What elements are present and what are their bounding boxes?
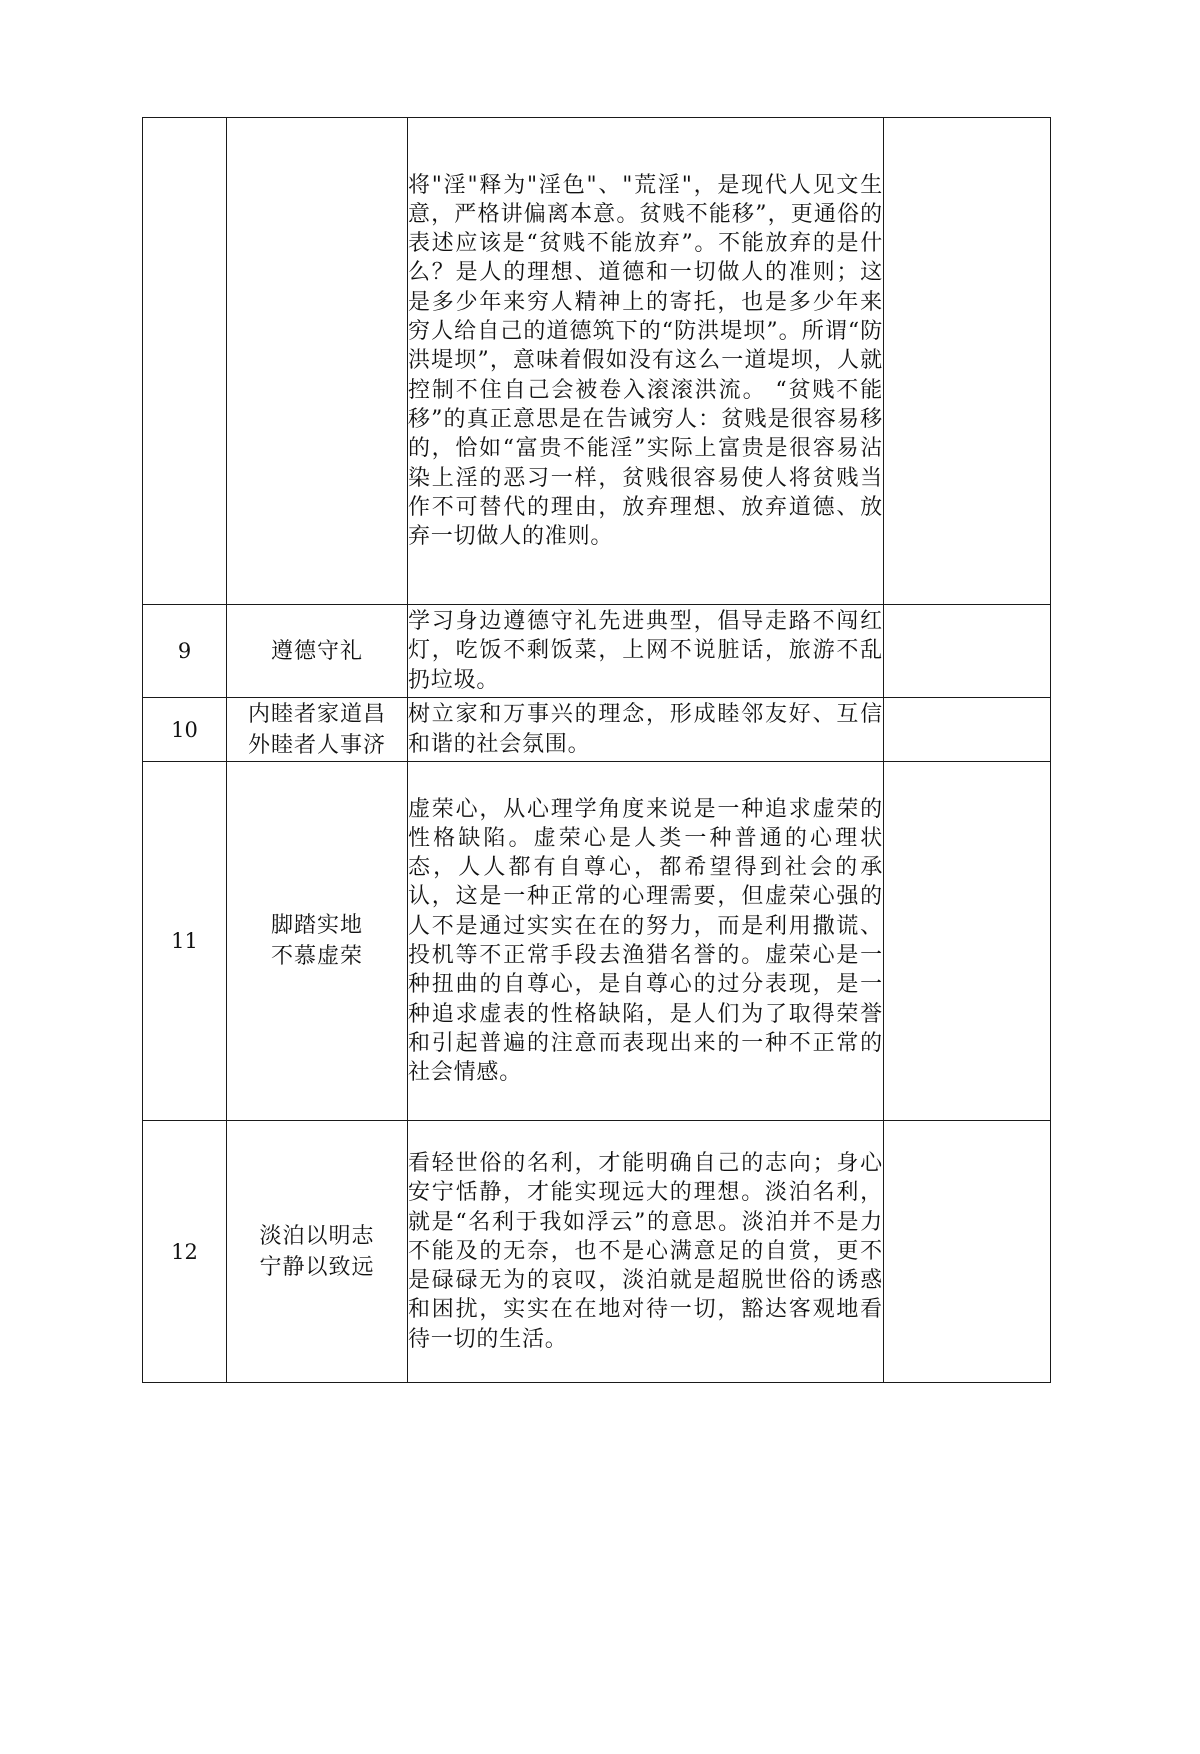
row-number: 11 [143, 762, 227, 1121]
row-title [227, 118, 408, 605]
row-title [227, 698, 408, 762]
row-number: 9 [143, 605, 227, 698]
row-content: 虚荣心，从心理学角度来说是一种追求虚荣的性格缺陷。虚荣心是人类一种普通的心理状态，人人都有自尊心，都希望得到社会的承认，这是一种正常的心理需要，但虚荣心强的人不是通过实实在在的努力，而是利用撒谎、投机等不正常手段去渔猎名誉的。虚荣心是一种扭曲的自尊心，是自尊心的过分表现，是一种追求虚表的性格缺陷，是人们为了取得荣誉和引起普遍的注意而表现出来的一种不正常的社会情感。 [408, 762, 884, 1121]
content-table [142, 117, 1051, 1383]
row-remarks [884, 118, 1051, 605]
row-title-line: 外睦者人事济 [247, 732, 386, 758]
row-remarks [884, 698, 1051, 762]
table-row [143, 1121, 1051, 1383]
row-title [227, 762, 408, 1121]
row-content: 将"淫"释为"淫色"、"荒淫"，是现代人见文生意，严格讲偏离本意。贫贱不能移”，更通俗的表述应该是“贫贱不能放弃”。不能放弃的是什么？是人的理想、道德和一切做人的准则；这是多少年来穷人精神上的寄托，也是多少年来穷人给自己的道德筑下的“防洪堤坝”。所谓“防洪堤坝”，意味着假如没有这么一道堤坝，人就控制不住自己会被卷入滚滚洪流。 “贫贱不能移”的真正意思是在告诫穷人：贫贱是很容易移的，恰如“富贵不能淫”实际上富贵是很容易沾染上淫的恶习一样，贫贱很容易使人将贫贱当作不可替代的理由，放弃理想、放弃道德、放弃一切做人的准则。 [408, 118, 884, 605]
table-row [143, 698, 1051, 762]
table-row [143, 118, 1051, 605]
row-remarks [884, 762, 1051, 1121]
row-title-line: 淡泊以明志 [259, 1223, 375, 1249]
table-row [143, 605, 1051, 698]
row-title [227, 605, 408, 698]
row-remarks [884, 1121, 1051, 1383]
row-content: 树立家和万事兴的理念，形成睦邻友好、互信和谐的社会氛围。 [408, 698, 884, 762]
row-number: 10 [143, 698, 227, 762]
row-title-line: 脚踏实地 [270, 913, 363, 938]
table-row [143, 762, 1051, 1121]
row-title-line: 不慕虚荣 [270, 944, 363, 969]
row-remarks [884, 605, 1051, 698]
row-title-line: 内睦者家道昌 [247, 701, 386, 727]
row-content: 看轻世俗的名利，才能明确自己的志向；身心安宁恬静，才能实现远大的理想。淡泊名利，就是“名利于我如浮云”的意思。淡泊并不是力不能及的无奈，也不是心满意足的自赏，更不是碌碌无为的哀叹，淡泊就是超脱世俗的诱惑和困扰，实实在在地对待一切，豁达客观地看待一切的生活。 [408, 1121, 884, 1383]
row-title-line: 遵德守礼 [270, 638, 363, 664]
row-number: 12 [143, 1121, 227, 1383]
row-number [143, 118, 227, 605]
row-content: 学习身边遵德守礼先进典型，倡导走路不闯红灯，吃饭不剩饭菜，上网不说脏话，旅游不乱扔垃圾。 [408, 605, 884, 698]
row-title-line: 宁静以致远 [259, 1254, 375, 1280]
row-title [227, 1121, 408, 1383]
